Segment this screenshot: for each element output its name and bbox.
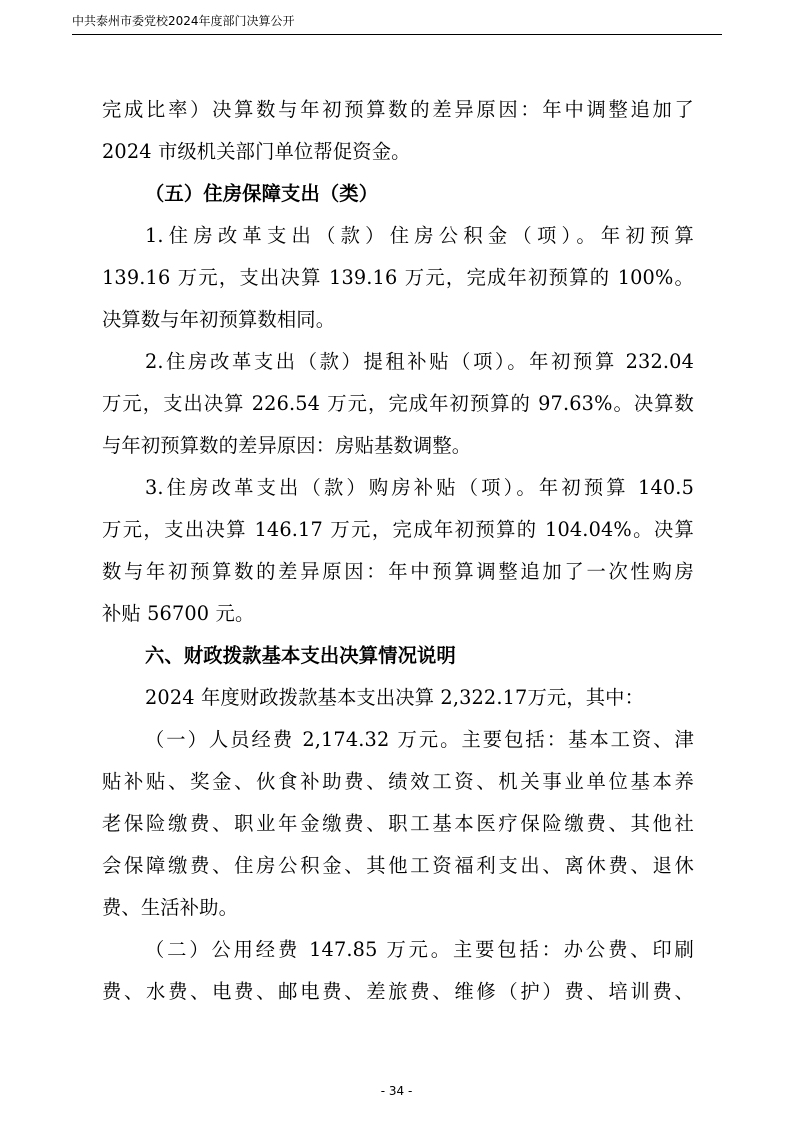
paragraph-line: 2.住房改革支出（款）提租补贴（项）。年初预算 232.04	[145, 350, 694, 373]
page-header	[72, 10, 722, 35]
paragraph-line: （一）人员经费 2,174.32 万元。主要包括：基本工资、津	[145, 728, 694, 751]
paragraph-line: 费、生活补助。	[102, 896, 239, 919]
header-title: 中共泰州市委党校2024年度部门决算公开	[72, 14, 295, 28]
paragraph-line: 万元，支出决算 226.54 万元，完成年初预算的 97.63%。决算数	[102, 392, 694, 415]
paragraph-line: 补贴 56700 元。	[102, 602, 255, 625]
paragraph-line: 老保险缴费、职业年金缴费、职工基本医疗保险缴费、其他社	[102, 812, 694, 835]
section-heading-housing: （五）住房保障支出（类）	[145, 182, 379, 205]
paragraph-line: 贴补贴、奖金、伙食补助费、绩效工资、机关事业单位基本养	[102, 770, 694, 793]
paragraph-line: 完成比率）决算数与年初预算数的差异原因：年中调整追加了	[102, 98, 694, 121]
paragraph-line: 决算数与年初预算数相同。	[102, 308, 336, 331]
paragraph-line: 2024 市级机关部门单位帮促资金。	[102, 140, 411, 163]
paragraph-line: 139.16 万元，支出决算 139.16 万元，完成年初预算的 100%。	[102, 266, 694, 289]
paragraph-line: 数与年初预算数的差异原因：年中预算调整追加了一次性购房	[102, 560, 694, 583]
paragraph-line: 与年初预算数的差异原因：房贴基数调整。	[102, 434, 472, 457]
paragraph-line: 万元，支出决算 146.17 万元，完成年初预算的 104.04%。决算	[102, 518, 694, 541]
section-heading-basic-expenditure: 六、财政拨款基本支出决算情况说明	[145, 644, 456, 667]
paragraph-line: 1.住房改革支出（款）住房公积金（项）。年初预算	[145, 224, 694, 247]
paragraph-line: 3.住房改革支出（款）购房补贴（项）。年初预算 140.5	[145, 476, 694, 499]
paragraph-line: 2024 年度财政拨款基本支出决算 2,322.17万元，其中：	[145, 686, 645, 709]
paragraph-line: 费、水费、电费、邮电费、差旅费、维修（护）费、培训费、	[102, 980, 694, 1003]
paragraph-line: （二）公用经费 147.85 万元。主要包括：办公费、印刷	[145, 938, 694, 961]
paragraph-line: 会保障缴费、住房公积金、其他工资福利支出、离休费、退休	[102, 854, 694, 877]
page-number: - 34 -	[380, 1084, 413, 1098]
